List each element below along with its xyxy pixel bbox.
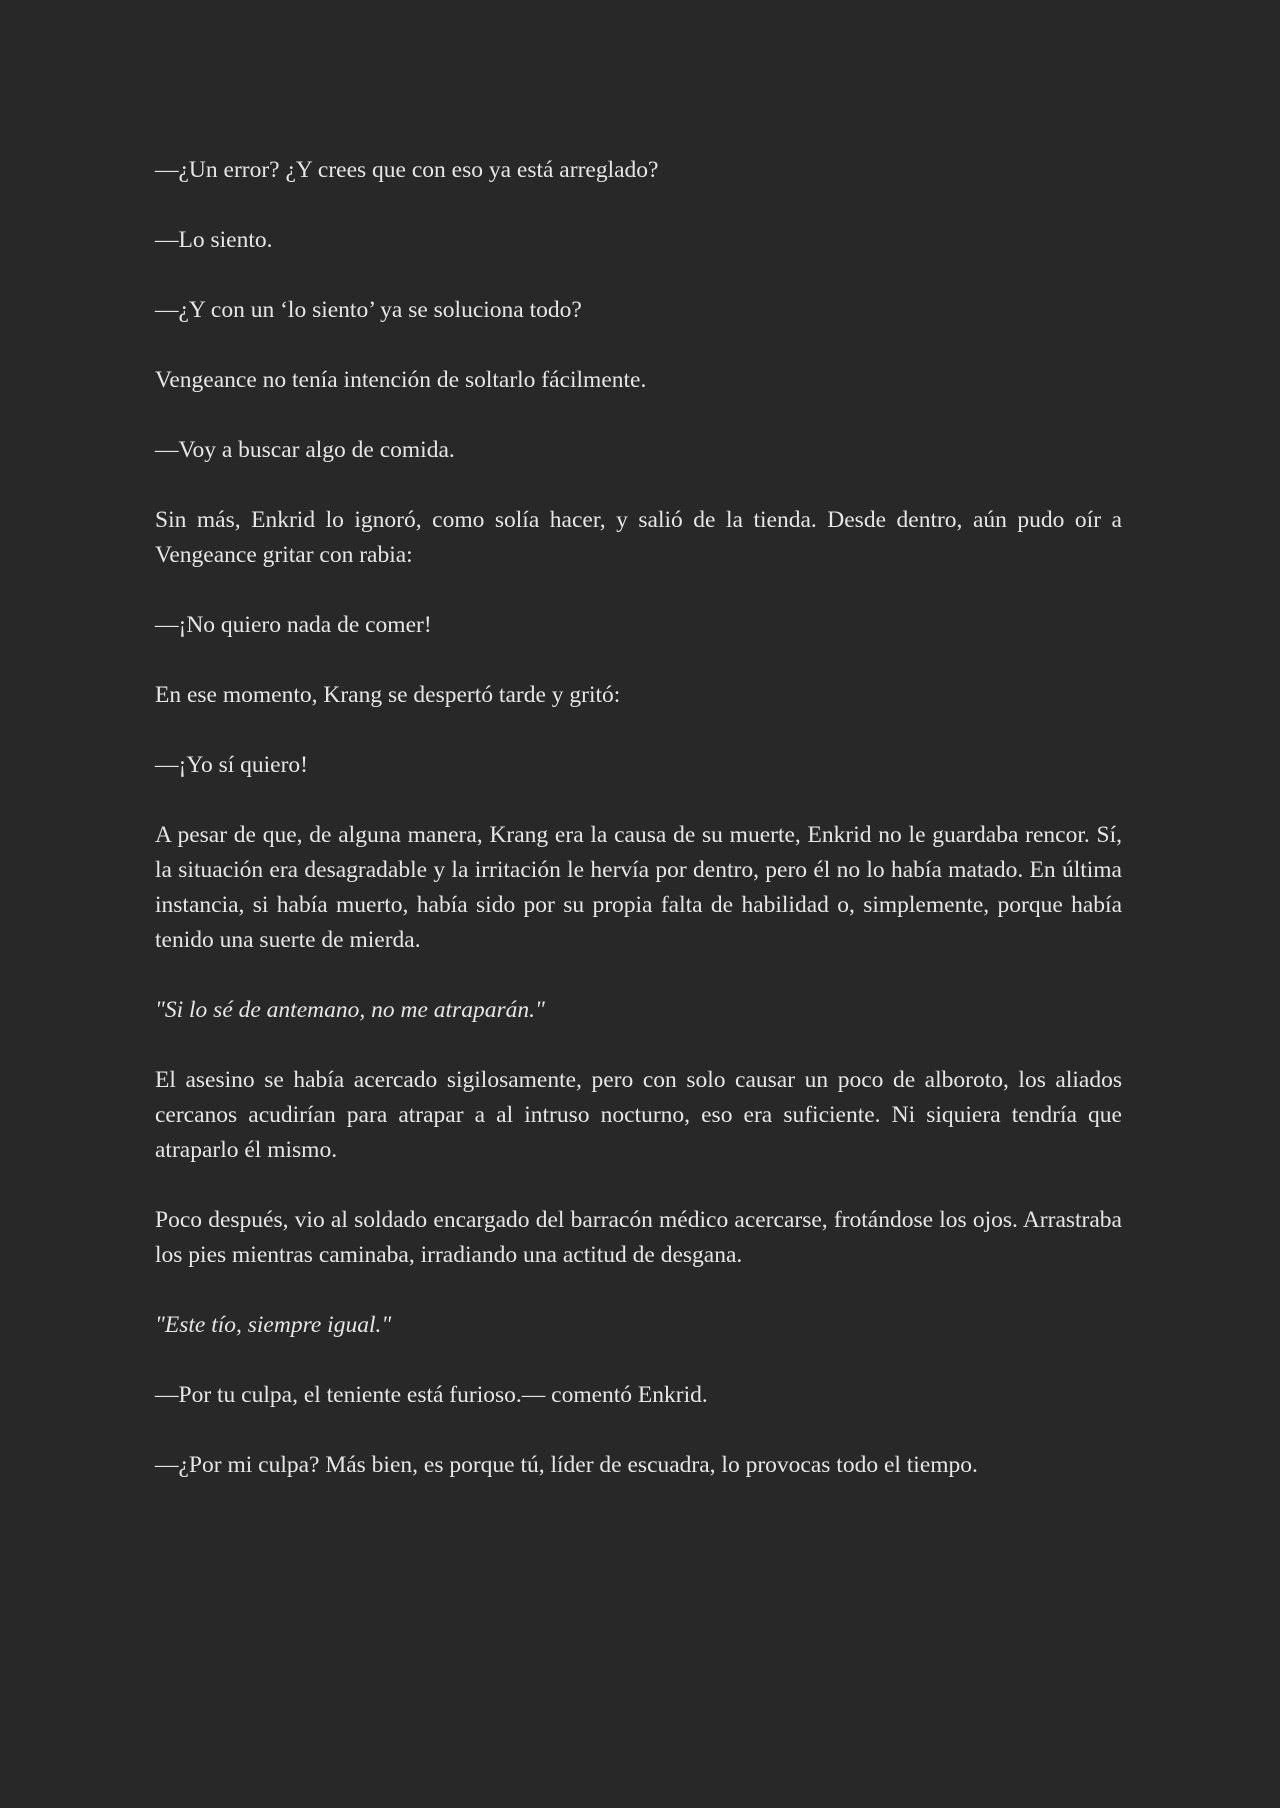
paragraph: —¡Yo sí quiero! [155, 752, 308, 778]
paragraph: Sin más, Enkrid lo ignoró, como solía hacer, y salió de la tienda. Desde dentro, aún pudo oír a Vengeance gritar con rabia: [155, 507, 1122, 568]
paragraph: Poco después, vio al soldado encargado del barracón médico acercarse, frotándose los ojos. Arrastraba los pies mientras caminaba, irradiando una actitud de desgana. [155, 1207, 1122, 1268]
paragraph: A pesar de que, de alguna manera, Krang era la causa de su muerte, Enkrid no le guardaba rencor. Sí, la situación era desagradable y la irritación le hervía por dentro, pero él no lo había matado. En última instancia, si había muerto, había sido por su propia falta de habilidad o, simplemente, porque había tenido una suerte de mierda. [155, 822, 1122, 953]
paragraph: —Voy a buscar algo de comida. [155, 437, 455, 463]
paragraph: —¿Por mi culpa? Más bien, es porque tú, líder de escuadra, lo provocas todo el tiempo. [155, 1452, 978, 1478]
paragraph: Vengeance no tenía intención de soltarlo fácilmente. [155, 367, 647, 393]
paragraph: —¿Y con un ‘lo siento’ ya se soluciona todo? [155, 297, 582, 323]
paragraph: —Lo siento. [155, 227, 273, 253]
paragraph: En ese momento, Krang se despertó tarde y gritó: [155, 682, 621, 708]
paragraph: El asesino se había acercado sigilosamente, pero con solo causar un poco de alboroto, los aliados cercanos acudirían para atrapar a al intruso nocturno, eso era suficiente. Ni siquiera tendría que atraparlo él mismo. [155, 1067, 1122, 1163]
paragraph: —¿Un error? ¿Y crees que con eso ya está arreglado? [155, 157, 659, 183]
chapter-text [155, 153, 1122, 1518]
italic-thought-paragraph: "Este tío, siempre igual." [155, 1312, 392, 1338]
paragraph: —¡No quiero nada de comer! [155, 612, 432, 638]
italic-thought-paragraph: "Si lo sé de antemano, no me atraparán." [155, 997, 545, 1023]
paragraph: —Por tu culpa, el teniente está furioso.— comentó Enkrid. [155, 1382, 708, 1408]
